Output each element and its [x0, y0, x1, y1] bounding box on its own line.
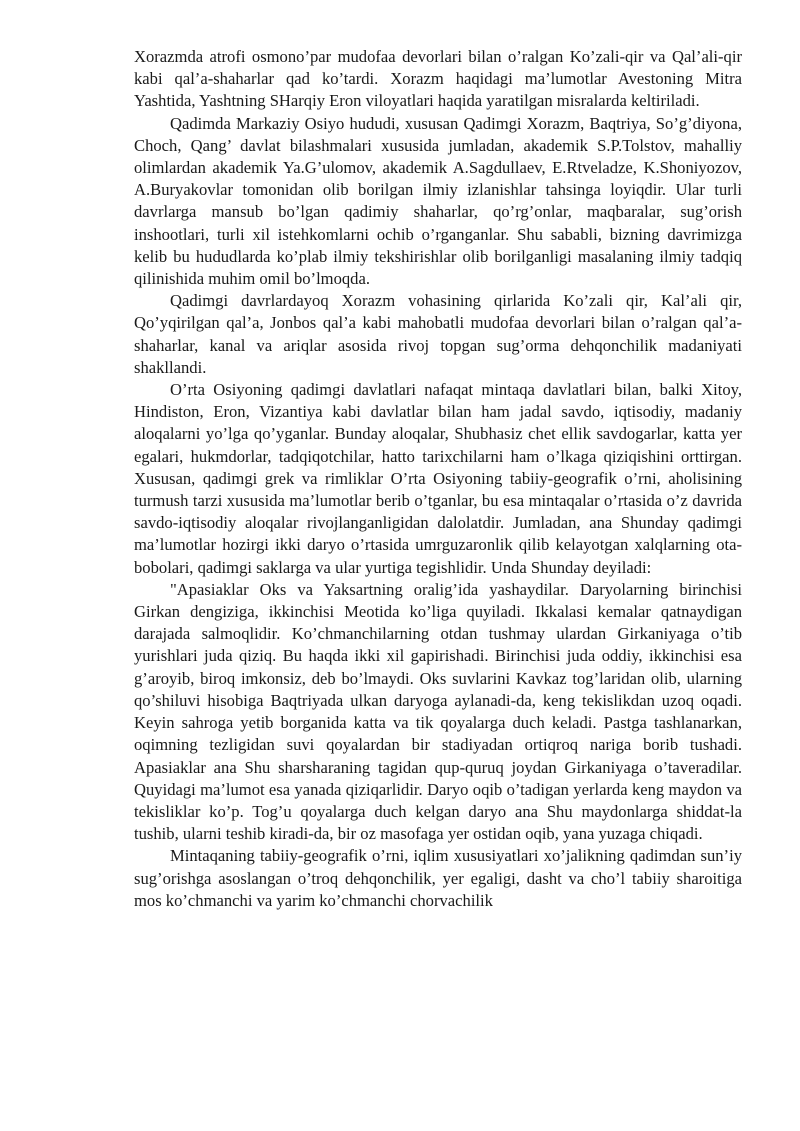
paragraph-scholarly-research: Qadimda Markaziy Osiyo hududi, xususan Qadimgi Xorazm, Baqtriya, So’g’diyona, Choch, Qang’ davlat bilashmalari xususida jumladan, akademik S.P.Tolstov, mahalliy olimlardan akademik Ya.G’ulomov, akademik A.Sagdullaev, E.Rtveladze, K.Shoniyozov, A.Buryakovlar tomonidan olib borilgan ilmiy izlanishlar tahsinga loyiqdir. Ular turli davrlarga mansub bo’lgan qadimiy shaharlar, qo’rg’onlar, maqbaralar, sug’orish inshootlari, turli xil istehkomlarni ochib o’rganganlar. Shu sababli, bizning davrimizga kelib bu hududlarda ko’plab ilmiy tekshirishlar olib borilganligi masalaning ilmiy tadqiq qilinishida muhim omil bo’lmoqda. — [134, 113, 742, 289]
paragraph-ancient-irrigation: Qadimgi davrlardayoq Xorazm vohasining qirlarida Ko’zali qir, Kal’ali qir, Qo’yqirilgan qal’a, Jonbos qal’a kabi mahobatli mudofaa devorlari bilan o’ralgan qal’a-shaharlar, kanal va ariqlar asosida rivoj topgan sug’orma dehqonchilik madaniyati shakllandi. — [134, 291, 742, 377]
paragraph-apasiak-quote: "Apasiaklar Oks va Yaksartning oralig’ida yashaydilar. Daryolarning birinchisi Girkan dengiziga, ikkinchisi Meotida ko’liga quyiladi. Ikkalasi kemalar qatnaydigan darajada salmoqlidir. Ko’chmanchilarning otdan tushmay ulardan Girkaniyaga o’tib yurishlari juda qiziq. Bu haqda ikki xil gapirishadi. Birinchisi juda oddiy, ikkinchisi esa g’aroyib, biroq imkonsiz, deb bo’lmaydi. Oks suvlarini Kavkaz tog’laridan olib, ularning qo’shiluvi hisobiga Baqtriyada ulkan daryoga aylanadi-da, keng tekislikdan uzoq oqadi. Keyin sahroga yetib borganida katta va tik qoyalarga duch keladi. Pastga tashlanarkan, oqimning tezligidan suvi qoyalardan bir stadiyadan ortiqroq nariga borib tushadi. Apasiaklar ana Shu sharsharaning tagidan qup-quruq joydan Girkaniyaga o’taveradilar. Quyidagi ma’lumot esa yanada qiziqarlidir. Daryo oqib o’tadigan yerlarda keng maydon va tekisliklar ko’p. Tog’u qoyalarga duch kelgan daryo ana Shu maydonlarga shiddat-la tushib, ularni teshib kiradi-da, bir oz masofaga yer ostidan oqib, yana yuzaga chiqadi. — [134, 579, 742, 844]
paragraph-geography-agriculture: Mintaqaning tabiiy-geografik o’rni, iqlim xususiyatlari xo’jalikning qadimdan sun’iy sug’orishga asoslangan o’troq dehqonchilik, yer egaligi, dasht va cho’l tabiiy sharoitiga mos ko’chmanchi va yarim ko’chmanchi chorvachilik — [134, 846, 742, 910]
paragraph-trade-relations: O’rta Osiyoning qadimgi davlatlari nafaqat mintaqa davlatlari bilan, balki Xitoy, Hindiston, Eron, Vizantiya kabi davlatlar bilan ham jadal savdo, iqtisodiy, madaniy aloqalarni yo’lga qo’yganlar. Bunday aloqalar, Shubhasiz chet ellik savdogarlar, katta yer egalari, hukmdorlar, tadqiqotchilar, hatto tarixchilarni ham o’lkaga qiziqishini orttirgan. Xususan, qadimgi grek va rimliklar O’rta Osiyoning tabiiy-geografik o’rni, aholisining turmush tarzi xususida ma’lumotlar berib o’tganlar, bu esa mintaqalar o’rtasida o’z davrida savdo-iqtisodiy aloqalar rivojlanganligidan dalolatdir. Jumladan, ana Shunday qadimgi ma’lumotlar hozirgi ikki daryo o’rtasida umrguzaronlik qilib kelayotgan xalqlarning ota-bobolari, qadimgi saklarga va ular yurtiga tegishlidir. Unda Shunday deyiladi: — [134, 380, 742, 577]
paragraph-khorezm-fortresses: Xorazmda atrofi osmono’par mudofaa devorlari bilan o’ralgan Ko’zali-qir va Qal’ali-qir kabi qal’a-shaharlar qad ko’tardi. Xorazm haqidagi ma’lumotlar Avestoning Mitra Yashtida, Yashtning SHarqiy Eron viloyatlari haqida yaratilgan misralarda keltiriladi. — [134, 47, 742, 111]
document-page — [134, 46, 742, 912]
